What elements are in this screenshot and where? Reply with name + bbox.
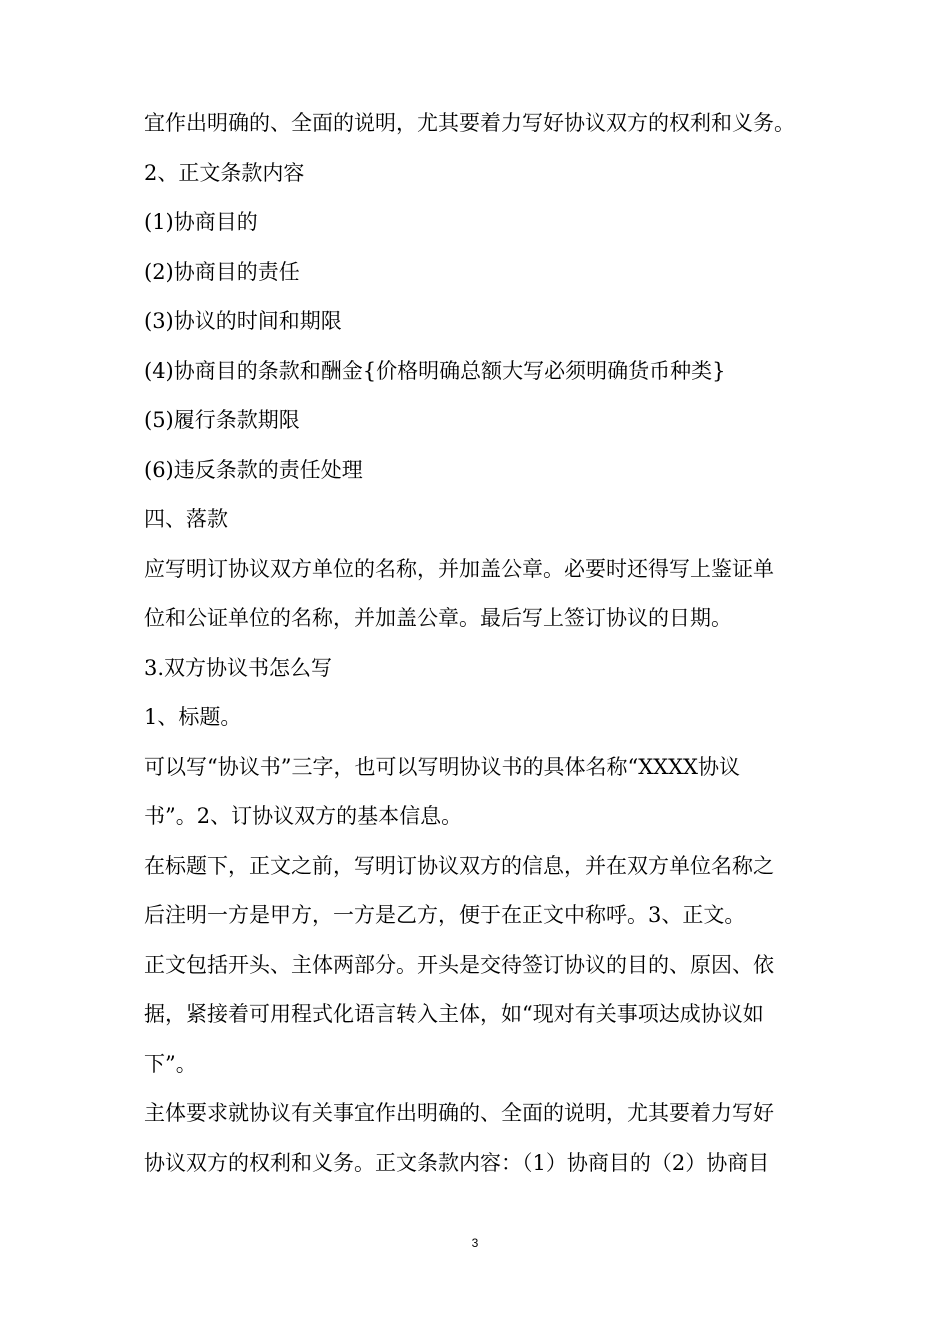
section-heading: 1、标题。 <box>144 705 242 729</box>
text-line: 据，紧接着可用程式化语言转入主体，如“现对有关事项达成协议如 <box>144 1002 764 1026</box>
text-line: 应写明订协议双方单位的名称，并加盖公章。必要时还得写上鉴证单 <box>144 556 774 581</box>
list-item: (3)协议的时间和期限 <box>144 309 342 333</box>
list-item: (6)违反条款的责任处理 <box>144 457 363 482</box>
text-line: 下”。 <box>144 1051 197 1076</box>
text-line: 主体要求就协议有关事宜作出明确的、全面的说明，尤其要着力写好 <box>144 1101 774 1125</box>
text-line: 位和公证单位的名称，并加盖公章。最后写上签订协议的日期。 <box>144 606 732 630</box>
text-line: 宜作出明确的、全面的说明，尤其要着力写好协议双方的权利和义务。 <box>144 111 795 135</box>
text-line: 书”。2、订协议双方的基本信息。 <box>144 804 463 828</box>
page-number: 3 <box>471 1236 479 1250</box>
list-item: (5)履行条款期限 <box>144 408 300 432</box>
text-line: 在标题下，正文之前，写明订协议双方的信息，并在双方单位名称之 <box>144 853 774 878</box>
section-heading: 3.双方协议书怎么写 <box>144 655 333 680</box>
text-line: 后注明一方是甲方，一方是乙方，便于在正文中称呼。3、正文。 <box>144 903 746 927</box>
section-heading: 四、落款 <box>144 507 228 531</box>
document-body <box>144 99 824 1188</box>
list-item: (4)协商目的条款和酬金{价格明确总额大写必须明确货币种类} <box>144 358 726 383</box>
text-line: 协议双方的权利和义务。正文条款内容：（1）协商目的（2）协商目 <box>144 1150 770 1175</box>
list-item: (2)协商目的责任 <box>144 259 300 284</box>
text-line: 可以写“协议书”三字，也可以写明协议书的具体名称“XXXX协议 <box>144 754 741 779</box>
list-item: (1)协商目的 <box>144 210 258 234</box>
text-line: 正文包括开头、主体两部分。开头是交待签订协议的目的、原因、依 <box>144 952 774 977</box>
section-heading: 2、正文条款内容 <box>144 160 305 185</box>
